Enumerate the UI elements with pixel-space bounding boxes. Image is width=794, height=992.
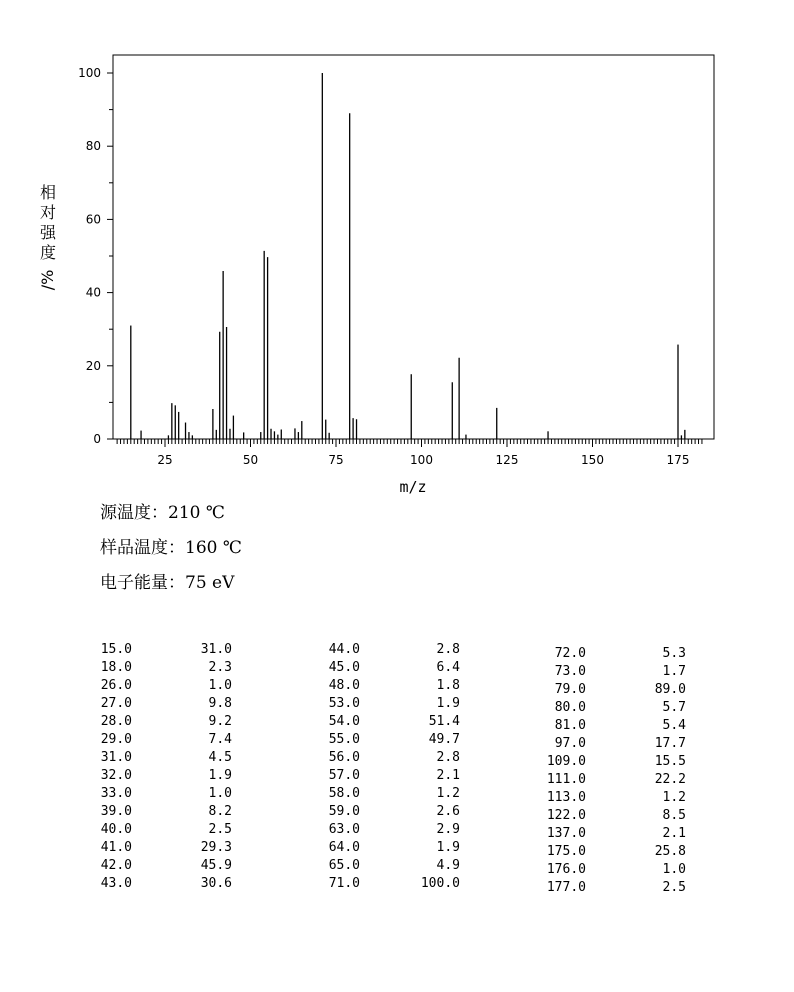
peak-mz: 137.0 (546, 826, 586, 841)
y-tick-label: 40 (85, 285, 101, 300)
peak-intensity: 100.0 (420, 876, 460, 891)
peak-mz: 27.0 (100, 696, 132, 711)
peak-mz: 72.0 (554, 646, 586, 661)
peak-intensity: 8.2 (208, 804, 232, 819)
x-axis-label: m/z (399, 478, 427, 496)
peak-intensity: 45.9 (200, 858, 232, 873)
electron-energy: 电子能量：75 eV (100, 573, 235, 593)
peak-intensity: 1.7 (662, 664, 686, 679)
peak-mz: 122.0 (546, 808, 586, 823)
peak-intensity: 89.0 (654, 682, 686, 697)
x-tick-label: 125 (495, 453, 519, 467)
y-axis-label-char: 相 (39, 183, 57, 202)
peak-intensity: 1.9 (436, 840, 460, 855)
peak-mz: 58.0 (328, 786, 360, 801)
y-axis-label-unit: /% (38, 269, 57, 291)
peak-intensity: 1.9 (436, 696, 460, 711)
peak-intensity: 31.0 (200, 642, 232, 657)
peak-intensity: 1.9 (208, 768, 232, 783)
peak-intensity: 2.5 (662, 880, 686, 895)
y-tick-label: 80 (85, 139, 101, 154)
peak-mz: 55.0 (328, 732, 360, 747)
peak-intensity: 1.2 (436, 786, 460, 801)
peak-intensity: 2.1 (436, 768, 460, 783)
peak-intensity: 5.7 (662, 700, 686, 715)
peak-mz: 113.0 (546, 790, 586, 805)
peak-mz: 32.0 (100, 768, 132, 783)
peak-intensity: 7.4 (208, 732, 232, 747)
peak-mz: 31.0 (100, 750, 132, 765)
peak-intensity: 30.6 (200, 876, 232, 891)
y-tick-label: 100 (78, 66, 101, 80)
peak-intensity: 4.5 (208, 750, 232, 765)
peak-intensity: 49.7 (428, 732, 460, 747)
y-axis-label-char: 对 (39, 203, 57, 222)
peak-mz: 111.0 (546, 772, 586, 787)
peak-mz: 18.0 (100, 660, 132, 675)
peak-intensity: 2.9 (436, 822, 460, 837)
peak-mz: 53.0 (328, 696, 360, 711)
peak-intensity: 9.8 (208, 696, 232, 711)
peak-intensity: 25.8 (654, 844, 686, 859)
peak-intensity: 6.4 (436, 660, 460, 675)
peak-mz: 41.0 (100, 840, 132, 855)
peak-mz: 29.0 (100, 732, 132, 747)
peak-intensity: 9.2 (208, 714, 232, 729)
peak-intensity: 2.3 (208, 660, 232, 675)
y-axis-label-char: 度 (39, 243, 57, 262)
peak-intensity: 2.8 (436, 642, 460, 657)
peak-mz: 45.0 (328, 660, 360, 675)
y-tick-label: 20 (85, 358, 101, 373)
sample-temperature: 样品温度：160 ℃ (100, 538, 242, 558)
peak-intensity: 17.7 (654, 736, 686, 751)
x-tick-label: 50 (242, 453, 259, 467)
peak-mz: 15.0 (100, 642, 132, 657)
peak-intensity: 22.2 (654, 772, 686, 787)
x-tick-label: 75 (328, 453, 344, 467)
peak-mz: 59.0 (328, 804, 360, 819)
peak-mz: 56.0 (328, 750, 360, 765)
peak-intensity: 8.5 (662, 808, 686, 823)
peak-intensity: 1.0 (662, 862, 686, 877)
peak-mz: 54.0 (328, 714, 360, 729)
x-tick-label: 175 (666, 453, 690, 467)
peak-mz: 39.0 (100, 804, 132, 819)
peak-mz: 28.0 (100, 714, 132, 729)
peak-intensity: 1.0 (208, 678, 232, 693)
peak-intensity: 15.5 (654, 754, 686, 769)
peak-mz: 79.0 (554, 682, 586, 697)
x-tick-label: 150 (581, 453, 604, 467)
peak-mz: 43.0 (100, 876, 132, 891)
peak-mz: 26.0 (100, 678, 132, 693)
peak-mz: 57.0 (328, 768, 360, 783)
peak-intensity: 1.0 (208, 786, 232, 801)
peak-mz: 175.0 (546, 844, 586, 859)
peak-mz: 81.0 (554, 718, 586, 733)
x-tick-label: 25 (157, 453, 173, 467)
peak-mz: 73.0 (554, 664, 586, 679)
peak-intensity: 51.4 (428, 714, 460, 729)
peak-mz: 176.0 (546, 862, 586, 877)
x-tick-label: 100 (410, 453, 433, 467)
peak-mz: 97.0 (554, 736, 586, 751)
peak-mz: 80.0 (554, 700, 586, 715)
peak-mz: 42.0 (100, 858, 132, 873)
peak-mz: 44.0 (328, 642, 360, 657)
peak-mz: 64.0 (328, 840, 360, 855)
peak-intensity: 4.9 (436, 858, 460, 873)
peak-intensity: 5.3 (662, 646, 686, 661)
peak-mz: 177.0 (546, 880, 586, 895)
y-axis-label-char: 强 (39, 223, 57, 242)
peak-intensity: 1.2 (662, 790, 686, 805)
peak-mz: 63.0 (328, 822, 360, 837)
peak-mz: 109.0 (546, 754, 586, 769)
peak-mz: 48.0 (328, 678, 360, 693)
peak-intensity: 2.8 (436, 750, 460, 765)
peak-mz: 33.0 (100, 786, 132, 801)
peak-mz: 40.0 (100, 822, 132, 837)
peak-intensity: 2.5 (208, 822, 232, 837)
peak-intensity: 2.1 (662, 826, 686, 841)
peak-intensity: 1.8 (436, 678, 460, 693)
peak-mz: 71.0 (328, 876, 360, 891)
peak-mz: 65.0 (328, 858, 360, 873)
peak-intensity: 2.6 (436, 804, 460, 819)
y-tick-label: 60 (85, 212, 101, 227)
peak-intensity: 5.4 (662, 718, 686, 733)
peak-intensity: 29.3 (200, 840, 232, 855)
y-tick-label: 0 (93, 432, 101, 446)
source-temperature: 源温度：210 ℃ (100, 503, 225, 523)
